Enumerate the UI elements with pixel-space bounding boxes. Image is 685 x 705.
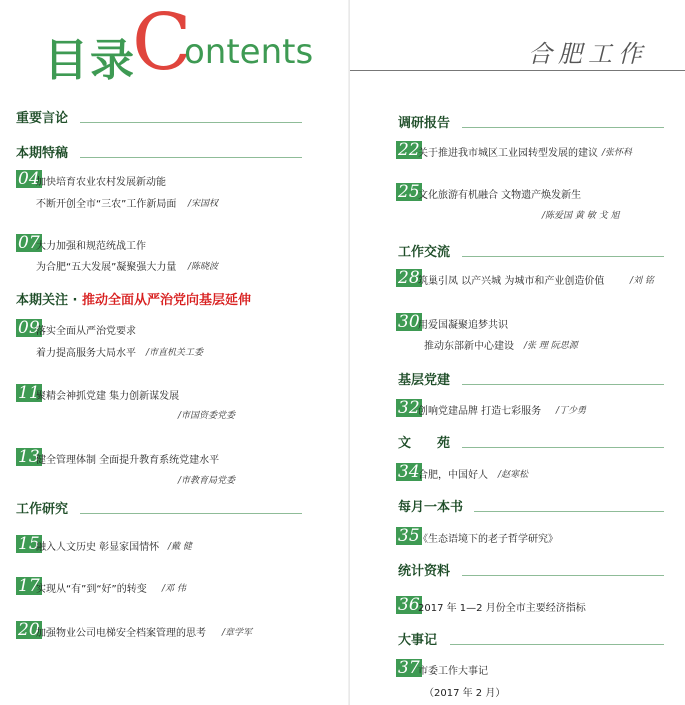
page-number-11: 11 <box>18 383 40 403</box>
article-30-subtitle: 推动东部新中心建设 <box>424 341 514 352</box>
article-32-author: /丁少勇 <box>556 406 587 416</box>
article-04-title[interactable]: 加快培育农业农村发展新动能 <box>36 177 166 188</box>
section-literary-garden: 文 苑 <box>398 436 451 451</box>
page-number-30: 30 <box>398 312 420 332</box>
article-17-author: /邓 伟 <box>162 584 186 594</box>
article-25-title[interactable]: 文化旅游有机融合 文物遗产焕发新生 <box>418 190 582 201</box>
section-rule <box>474 511 664 512</box>
article-30-author: /张 理 阮思源 <box>524 341 578 351</box>
section-rule <box>80 513 302 514</box>
page-number-13: 13 <box>18 447 40 467</box>
article-04-author: /宋国权 <box>188 199 219 209</box>
section-research-reports: 调研报告 <box>398 116 451 131</box>
section-rule <box>80 122 302 123</box>
section-rule <box>450 644 664 645</box>
article-15-title[interactable]: 融入人文历史 彰显家国情怀 <box>36 542 160 553</box>
article-11-title[interactable]: 聚精会神抓党建 集力创新谋发展 <box>36 391 180 402</box>
page-number-17: 17 <box>18 576 40 596</box>
article-13-title[interactable]: 健全管理体制 全面提升教育系统党建水平 <box>36 455 220 466</box>
page-number-09: 09 <box>18 318 40 338</box>
section-statistics: 统计资料 <box>398 564 451 579</box>
article-07-author: /陈晓波 <box>188 262 219 272</box>
section-special-features: 本期特稿 <box>16 146 69 161</box>
article-36-title[interactable]: 2017 年 1—2 月份全市主要经济指标 <box>418 603 586 614</box>
article-04-subtitle: 不断开创全市“三农”工作新局面 <box>36 199 177 210</box>
article-34-title[interactable]: 合肥，中国好人 <box>418 470 488 481</box>
title-cn: 目录 <box>44 35 136 86</box>
page-number-25: 25 <box>398 182 420 202</box>
section-work-research: 工作研究 <box>16 502 69 517</box>
article-34-author: /赵寒松 <box>498 470 529 480</box>
section-rule <box>80 157 302 158</box>
page-number-37: 37 <box>398 658 420 678</box>
section-rule <box>462 127 664 128</box>
article-28-title[interactable]: 筑巢引凤 以产兴城 为城市和产业创造价值 <box>418 276 605 287</box>
focus-label: 本期关注 · <box>16 293 82 308</box>
brand-title: 合肥工作 <box>528 40 648 68</box>
section-major-events: 大事记 <box>398 633 438 648</box>
article-22-author: /张怀科 <box>602 148 633 158</box>
article-20-title[interactable]: 加强物业公司电梯安全档案管理的思考 <box>36 628 206 639</box>
article-30-title[interactable]: 用爱国凝聚追梦共识 <box>418 320 508 331</box>
article-13-author: /市教育局党委 <box>178 476 236 486</box>
section-book-of-month: 每月一本书 <box>398 500 464 515</box>
article-25-author: /陈爱国 黄 敏 戈 旭 <box>542 211 620 221</box>
focus-heading <box>16 289 251 308</box>
page-number-28: 28 <box>398 268 420 288</box>
page-number-07: 07 <box>18 233 40 253</box>
page-number-32: 32 <box>398 398 420 418</box>
page-number-20: 20 <box>18 620 40 640</box>
article-28-author: /刘 铭 <box>630 276 654 286</box>
page-number-15: 15 <box>18 534 40 554</box>
article-15-author: /戴 健 <box>168 542 192 552</box>
section-grassroots-party: 基层党建 <box>398 373 451 388</box>
article-17-title[interactable]: 实现从“有”到“好”的转变 <box>36 584 147 595</box>
page-number-04: 04 <box>18 169 40 189</box>
title-big-c: C <box>132 0 192 88</box>
page-number-34: 34 <box>398 462 420 482</box>
article-22-title[interactable]: 关于推进我市城区工业园转型发展的建议 <box>418 148 598 159</box>
article-07-subtitle: 为合肥“五大发展”凝聚强大力量 <box>36 262 177 273</box>
page-number-36: 36 <box>398 595 420 615</box>
article-09-title[interactable]: 落实全面从严治党要求 <box>36 326 136 337</box>
page-number-35: 35 <box>398 526 420 546</box>
section-rule <box>462 256 664 257</box>
article-09-author: /市直机关工委 <box>146 348 204 358</box>
article-37-date: （2017 年 2 月） <box>424 688 506 699</box>
section-rule <box>462 384 664 385</box>
section-rule <box>462 447 664 448</box>
focus-title: 推动全面从严治党向基层延伸 <box>82 293 252 308</box>
section-rule <box>462 575 664 576</box>
page-number-22: 22 <box>398 140 420 160</box>
right-page <box>350 0 685 705</box>
article-09-subtitle: 着力提高服务大局水平 <box>36 348 136 359</box>
header-rule <box>350 70 685 71</box>
title-en: ontents <box>184 32 314 72</box>
section-work-exchange: 工作交流 <box>398 245 451 260</box>
article-20-author: /章学军 <box>222 628 253 638</box>
article-07-title[interactable]: 大力加强和规范统战工作 <box>36 241 146 252</box>
article-35-title[interactable]: 《生态语境下的老子哲学研究》 <box>418 534 558 545</box>
article-11-author: /市国资委党委 <box>178 411 236 421</box>
article-37-title[interactable]: 市委工作大事记 <box>418 666 488 677</box>
article-32-title[interactable]: 创响党建品牌 打造七彩服务 <box>418 406 542 417</box>
section-important-speeches: 重要言论 <box>16 111 69 126</box>
